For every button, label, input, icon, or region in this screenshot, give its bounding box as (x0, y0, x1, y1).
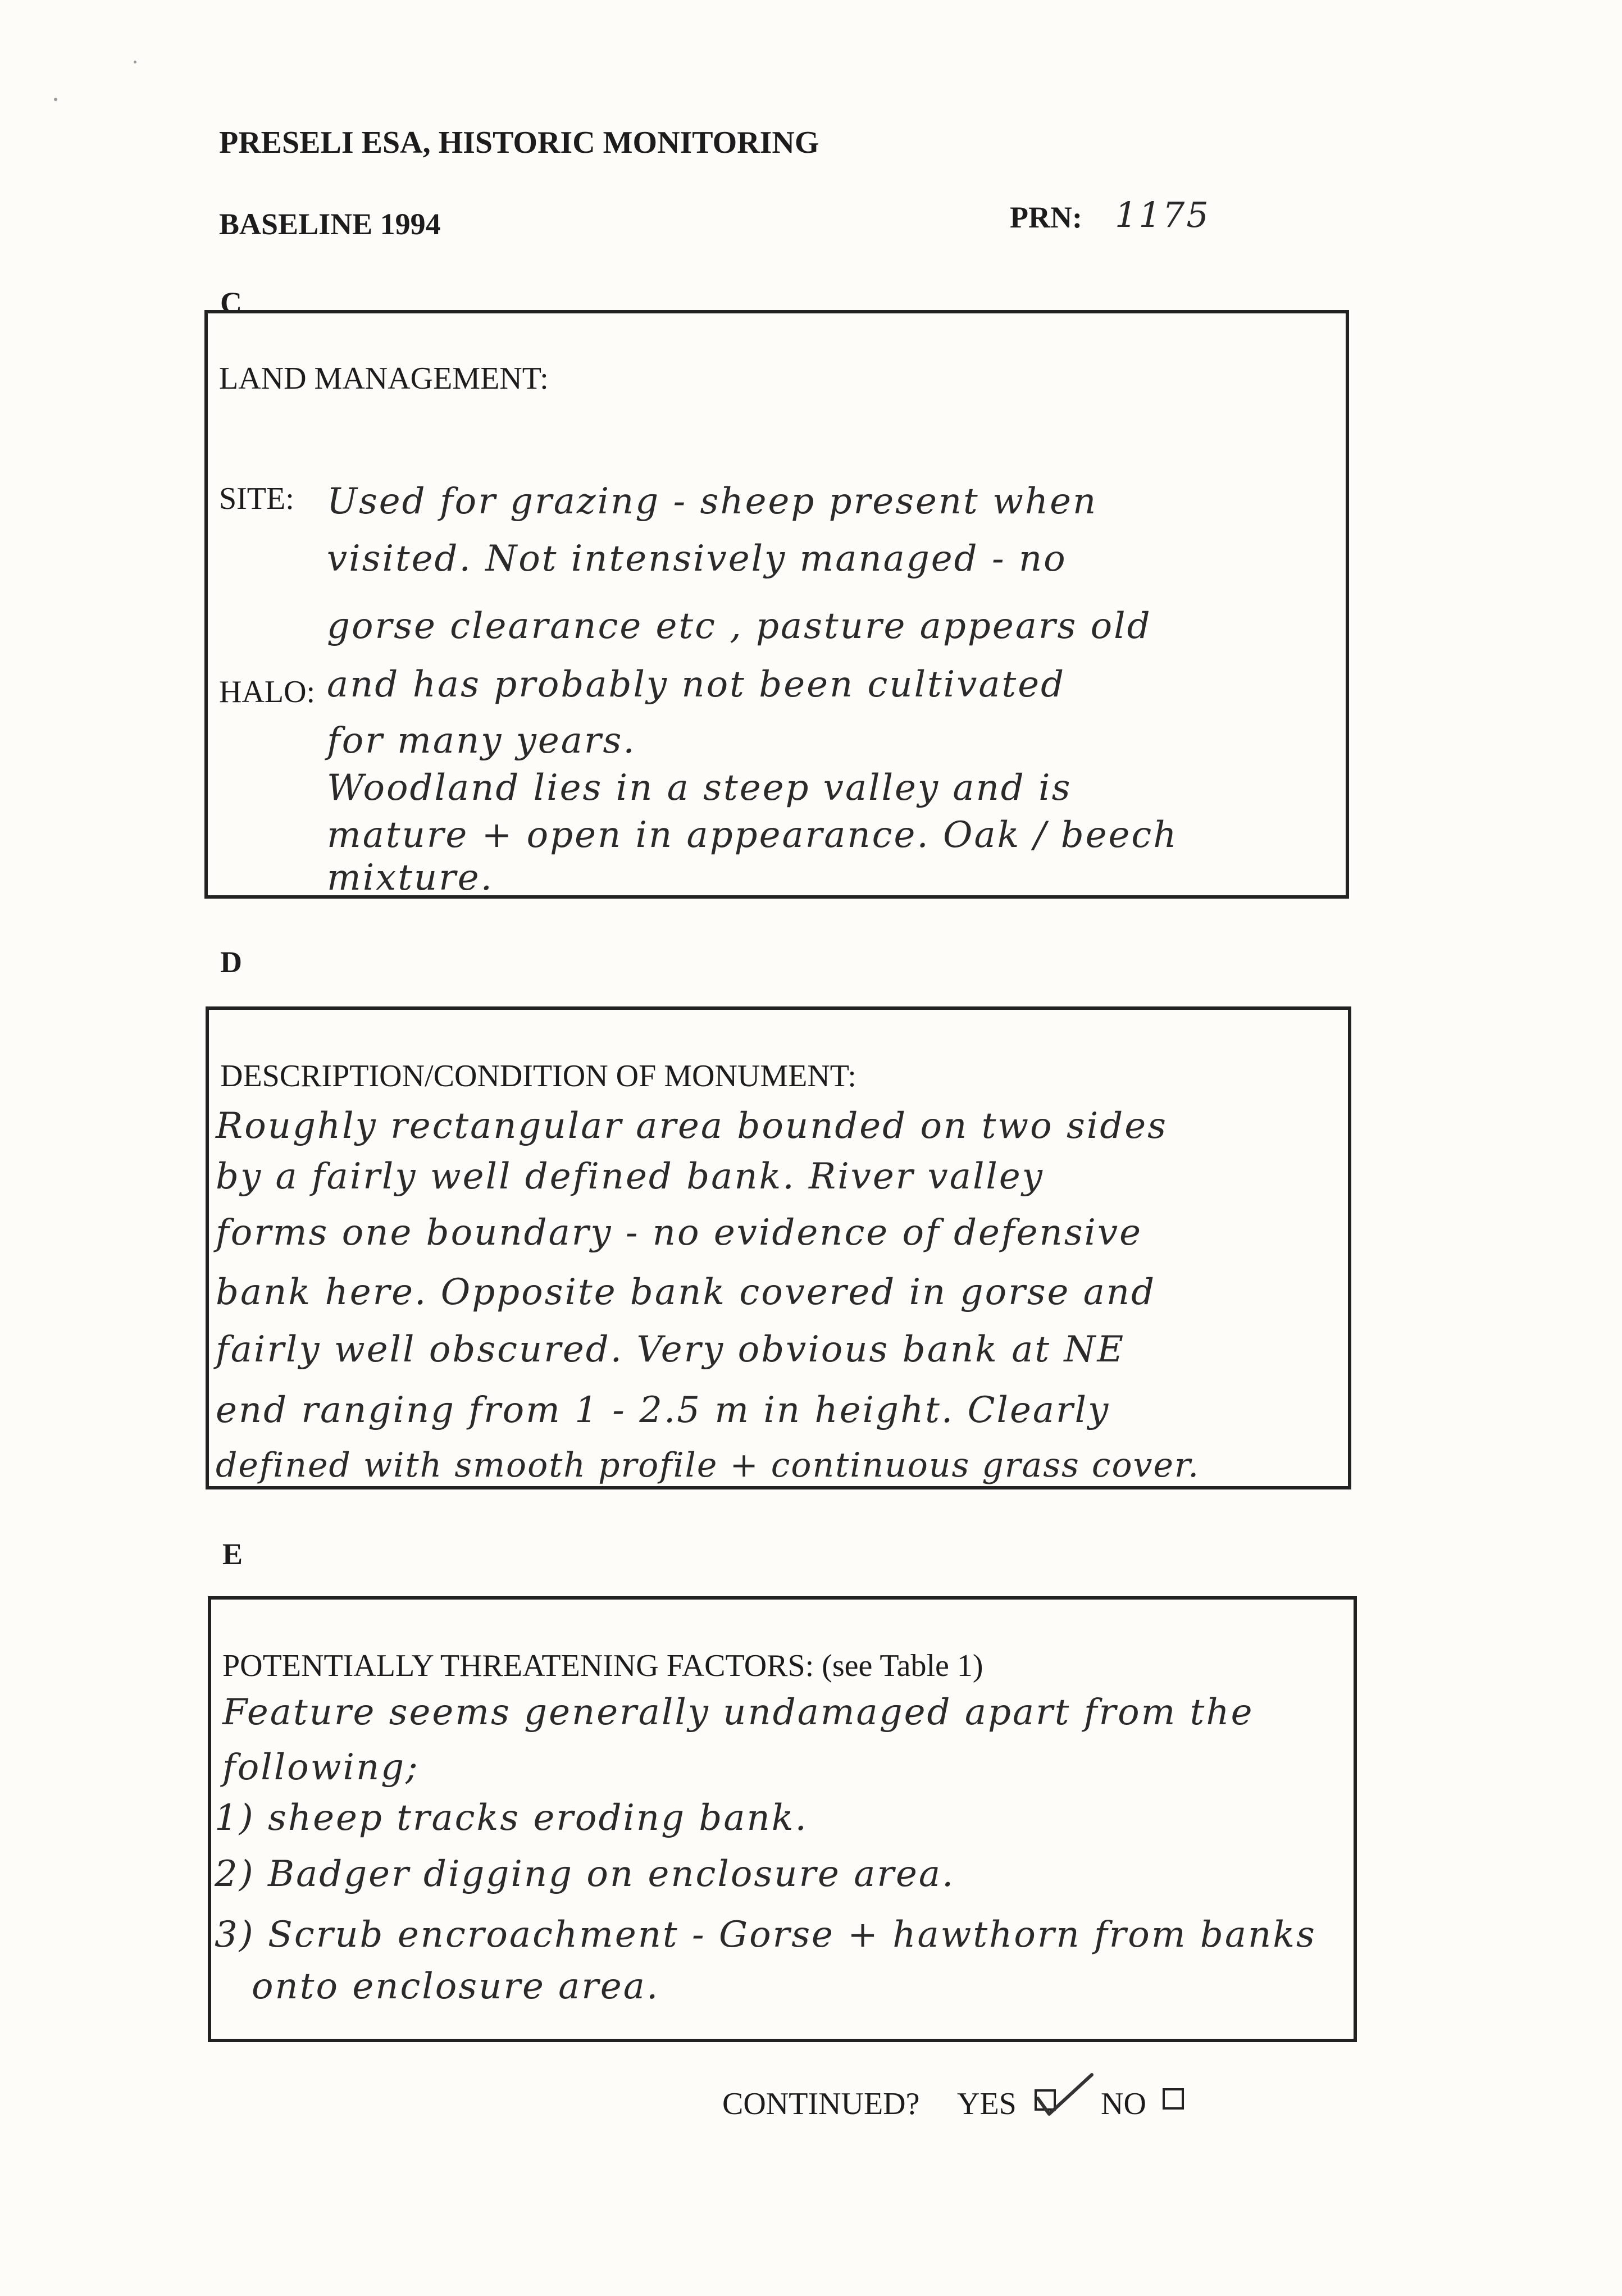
description-line: forms one boundary - no evidence of defensive (216, 1212, 1143, 1254)
section-c-letter: C (220, 286, 242, 320)
scan-speck (54, 98, 57, 101)
scan-speck (134, 61, 136, 63)
check-mark-icon (1033, 2070, 1095, 2121)
threats-line: 2) Badger digging on enclosure area. (215, 1853, 955, 1895)
land-management-heading: LAND MANAGEMENT: (219, 361, 549, 396)
threats-line: Feature seems generally undamaged apart from the (222, 1692, 1254, 1733)
land-management-line: Woodland lies in a steep valley and is (327, 767, 1072, 809)
land-management-line: visited. Not intensively managed - no (327, 538, 1067, 580)
baseline-label: BASELINE 1994 (219, 207, 441, 241)
land-management-line: Used for grazing - sheep present when (327, 481, 1098, 522)
threats-line: 1) sheep tracks eroding bank. (215, 1797, 808, 1839)
land-management-line: mature + open in appearance. Oak / beech (327, 814, 1178, 856)
halo-label: HALO: (219, 675, 316, 709)
land-management-line: and has probably not been cultivated (327, 664, 1066, 705)
continued-label: CONTINUED? (722, 2087, 920, 2121)
prn-label: PRN: (1010, 201, 1082, 234)
description-heading: DESCRIPTION/CONDITION OF MONUMENT: (220, 1059, 856, 1094)
land-management-line: mixture. (327, 857, 494, 899)
description-line: end ranging from 1 - 2.5 m in height. Clearly (216, 1390, 1110, 1431)
land-management-box (204, 310, 1349, 899)
section-d-letter: D (220, 945, 242, 979)
description-line: defined with smooth profile + continuous grass cover. (216, 1446, 1200, 1485)
description-line: by a fairly well defined bank. River valley (216, 1156, 1044, 1197)
no-label: NO (1101, 2087, 1146, 2121)
site-label: SITE: (219, 481, 294, 516)
yes-label: YES (957, 2087, 1017, 2121)
threats-line: following; (222, 1747, 420, 1788)
description-line: fairly well obscured. Very obvious bank at NE (216, 1329, 1126, 1370)
description-line: Roughly rectangular area bounded on two sides (216, 1105, 1168, 1147)
land-management-line: gorse clearance etc , pasture appears old (327, 605, 1152, 647)
land-management-line: for many years. (327, 720, 636, 762)
threats-line: 3) Scrub encroachment - Gorse + hawthorn from banks (215, 1914, 1316, 1956)
description-line: bank here. Opposite bank covered in gorse and (216, 1272, 1156, 1313)
no-checkbox[interactable] (1163, 2088, 1184, 2110)
prn-value: 1175 (1115, 194, 1210, 235)
threats-line: onto enclosure area. (252, 1966, 660, 2007)
threats-heading: POTENTIALLY THREATENING FACTORS: (see Table 1) (222, 1648, 983, 1683)
page-title: PRESELI ESA, HISTORIC MONITORING (219, 125, 819, 160)
section-e-letter: E (222, 1537, 243, 1571)
